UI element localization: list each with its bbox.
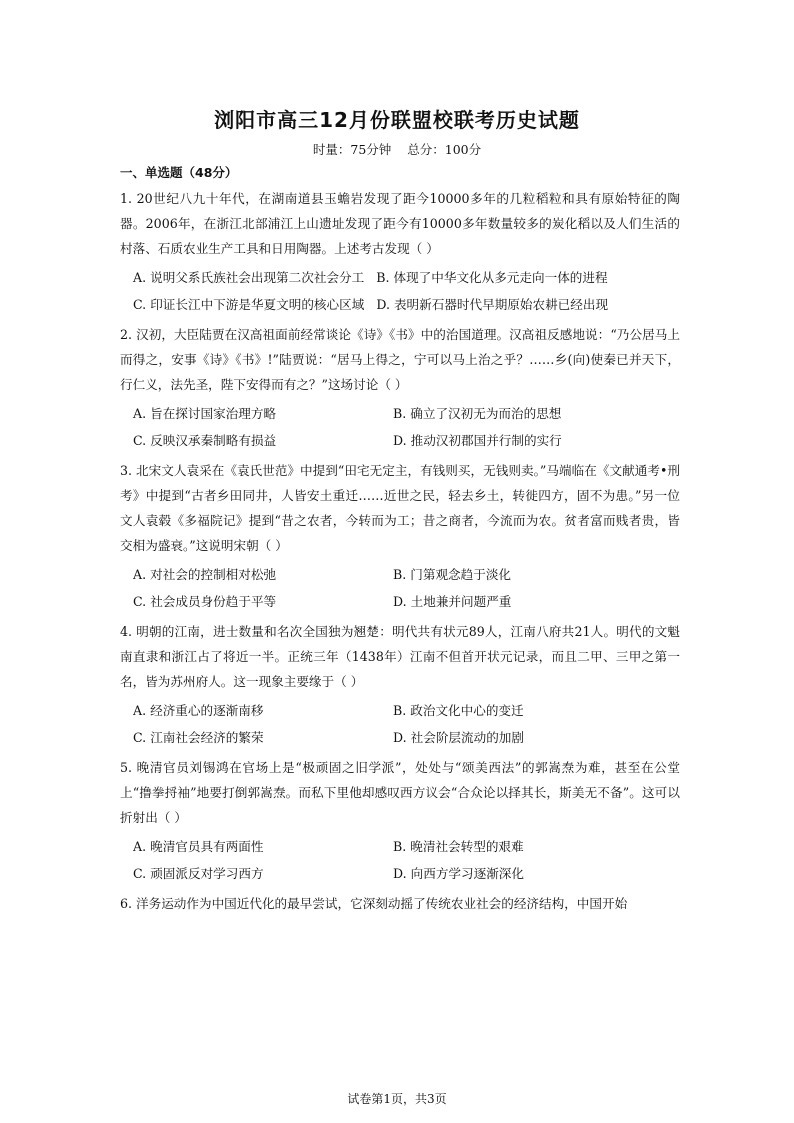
options [120,697,680,751]
option-d: D. 社会阶层流动的加剧 [393,730,524,745]
exam-meta [0,140,794,158]
question-stem: 1. 20世纪八九十年代，在湖南道县玉蟾岩发现了距今10000多年的几粒稻粒和具有原始特征的陶器。2006年，在浙江北部浦江上山遗址发现了距今有10000多年数量较多的炭化稻以及人们生活的村落、石质农业生产工具和日用陶器。上述考古发现（ ） [120,191,680,256]
option-a: A. 旨在探讨国家治理方略 [133,406,277,421]
page-title: 浏阳市高三12月份联盟校联考历史试题 [214,108,580,132]
options [120,833,680,887]
question-stem: 5. 晚清官员刘锡鸿在官场上是“极顽固之旧学派”，处处与“颂美西法”的郭嵩焘为难，甚至在公堂上“撸拳捋袖”地要打倒郭嵩焘。而私下里他却感叹西方议会“合众论以择其长，斯美无不备”。这可以折射出（ ） [120,760,680,825]
option-c: C. 社会成员身份趋于平等 [133,594,277,609]
option-b: B. 门第观念趋于淡化 [393,567,512,582]
exam-score: 总分：100分 [407,142,482,157]
question-stem: 3. 北宋文人袁采在《袁氏世范》中提到“田宅无定主，有钱则买，无钱则卖。”马端临在《文献通考•刑考》中提到“古者乡田同井，人皆安土重迁……近世之民，轻去乡土，转徙四方，固不为患。”另一位文人袁毂《多福院记》提到“昔之农者，今转而为工；昔之商者，今流而为农。贫者富而贱者贵，皆交相为盛衰。”这说明宋朝（ ） [120,463,680,553]
option-b: B. 晚清社会转型的艰难 [393,839,524,854]
question-list [120,186,680,916]
option-a: A. 说明父系氏族社会出现第二次社会分工 B. 体现了中华文化从多元走向一体的进程 [133,270,608,285]
option-a: A. 晚清官员具有两面性 [133,839,264,854]
question-6 [120,891,680,916]
option-d: D. 表明新石器时代早期原始农耕已经出现 [376,297,609,312]
exam-time: 时量：75分钟 [312,142,392,157]
options [120,400,680,454]
question-4 [120,619,680,751]
option-b: B. 体现了中华文化从多元走向一体的进程 [376,270,608,285]
option-d: D. 向西方学习逐渐深化 [393,866,524,881]
option-c: C. 反映汉承秦制略有损益 [133,433,277,448]
option-c: C. 江南社会经济的繁荣 [133,730,264,745]
question-3 [120,458,680,615]
option-a: A. 对社会的控制相对松弛 [133,567,277,582]
option-d: D. 土地兼并问题严重 [393,594,512,609]
question-stem: 2. 汉初，大臣陆贾在汉高祖面前经常谈论《诗》《书》中的治国道理。汉高祖反感地说：“乃公居马上而得之，安事《诗》《书》!”陆贾说：“居马上得之，宁可以马上治之乎？……乡(向)使秦已并天下，行仁义，法先圣，陛下安得而有之？”这场讨论（ ） [120,327,680,392]
option-d: D. 推动汉初郡国并行制的实行 [393,433,562,448]
question-stem: 4. 明朝的江南，进士数量和名次全国独为翘楚：明代共有状元89人，江南八府共21人。明代的文魁南直隶和浙江占了将近一半。正统三年（1438年）江南不但首开状元记录，而且二甲、三甲之第一名，皆为苏州府人。这一现象主要缘于（ ） [120,624,680,689]
options [120,264,680,318]
option-c: C. 印证长江中下游是华夏文明的核心区域 D. 表明新石器时代早期原始农耕已经出现 [133,297,609,312]
option-b: B. 政治文化中心的变迁 [393,703,524,718]
section-heading: 一、单选题（48分） [120,165,238,180]
page-footer: 试卷第1页，共3页 [347,1092,447,1106]
option-a: A. 经济重心的逐渐南移 [133,703,264,718]
question-2 [120,322,680,454]
option-c: C. 顽固派反对学习西方 [133,866,264,881]
options [120,561,680,615]
question-1 [120,186,680,318]
question-5 [120,755,680,887]
question-stem: 6. 洋务运动作为中国近代化的最早尝试，它深刻动摇了传统农业社会的经济结构，中国开始 [120,896,628,911]
option-b: B. 确立了汉初无为而治的思想 [393,406,562,421]
